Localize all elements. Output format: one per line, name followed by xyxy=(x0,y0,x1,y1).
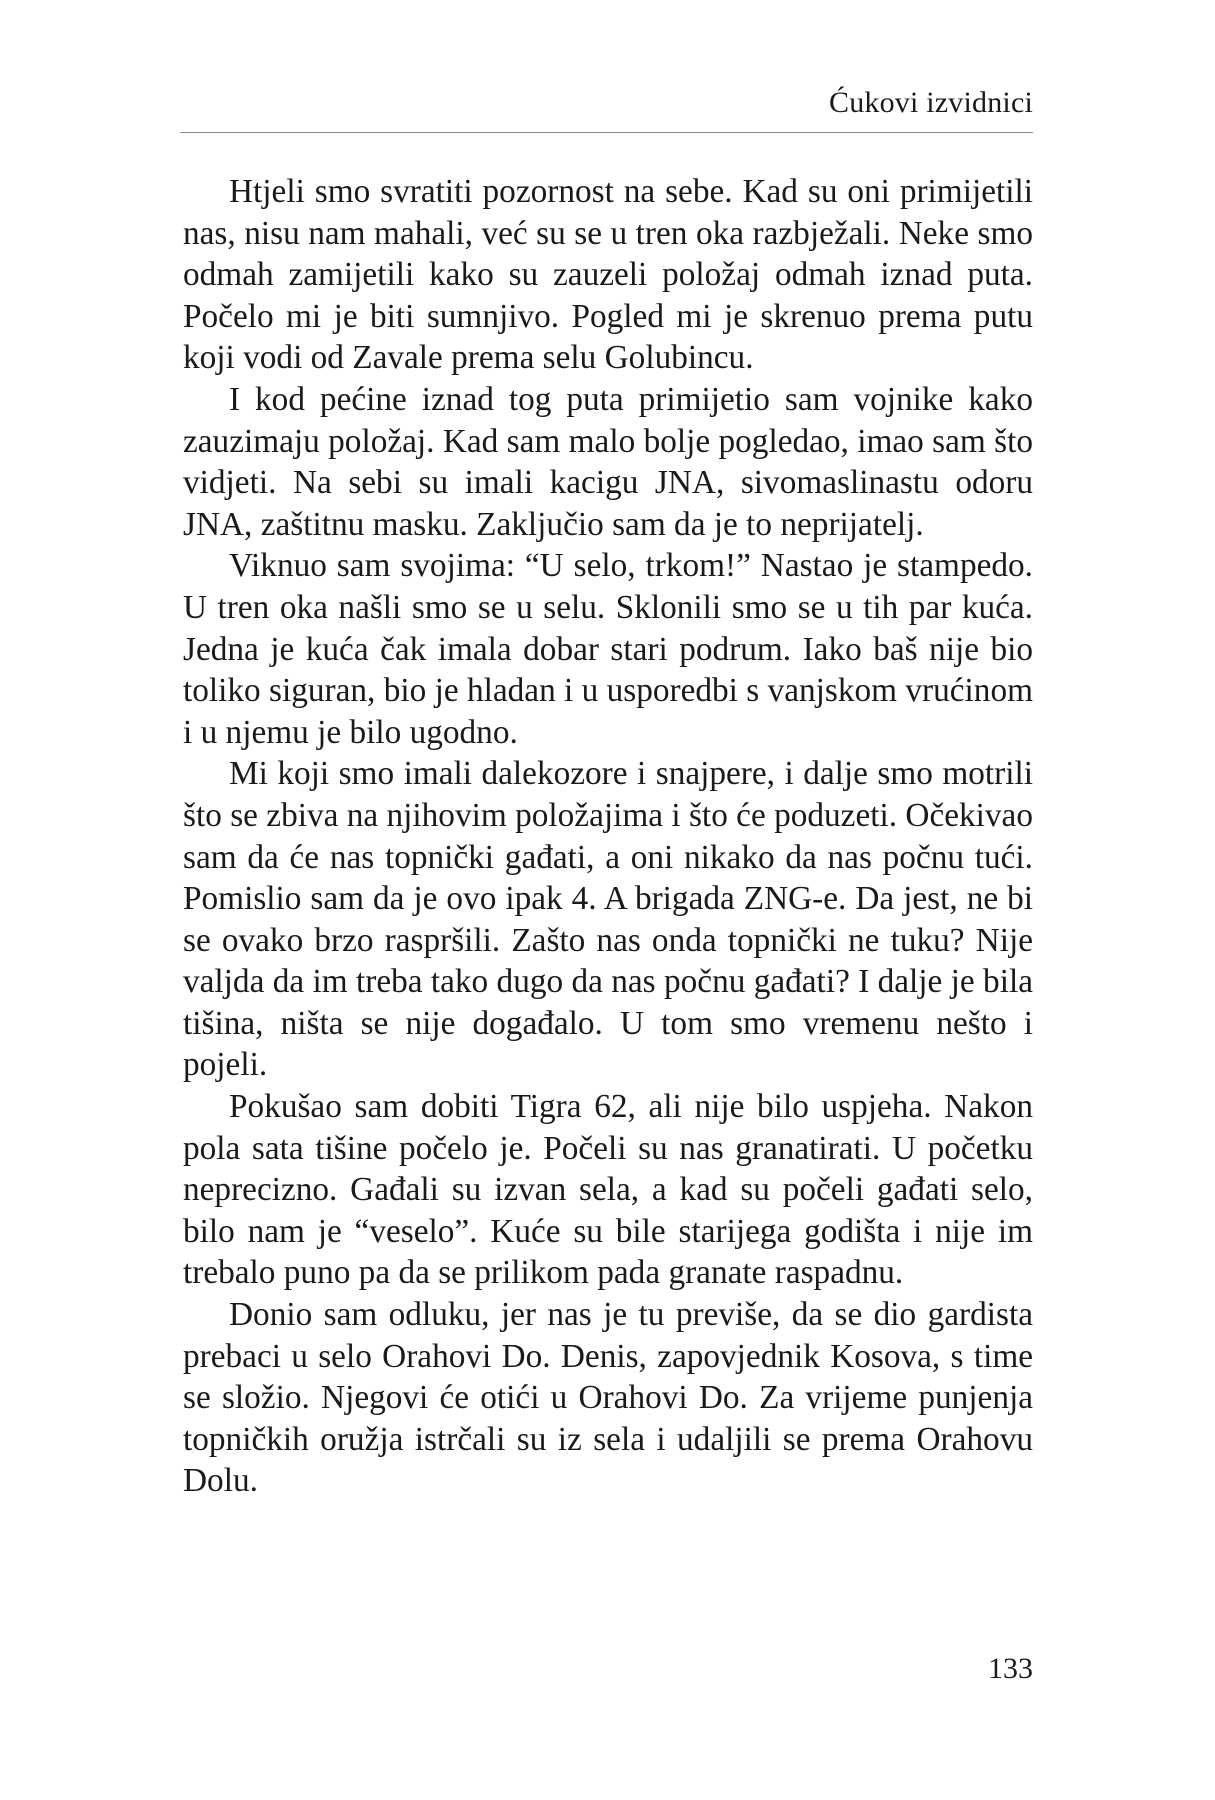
paragraph: Pokušao sam dobiti Tigra 62, ali nije bilo uspjeha. Nakon pola sata tišine počelo je. Počeli su nas granatirati. U početku neprecizno. Gađali su izvan sela, a kad su počeli gađati selo, bilo nam je “veselo”. Kuće su bile starijega godišta i nije im trebalo puno pa da se prilikom pada granate raspadnu. xyxy=(183,1088,1033,1292)
paragraph: I kod pećine iznad tog puta primijetio sam vojnike kako zauzimaju položaj. Kad sam malo bolje pogledao, imao sam što vidjeti. Na sebi su imali kacigu JNA, sivomaslinastu odoru JNA, zaštitnu masku. Zaključio sam da je to neprijatelj. xyxy=(183,380,1033,543)
paragraph: Viknuo sam svojima: “U selo, trkom!” Nastao je stampedo. U tren oka našli smo se u selu. Sklonili smo se u tih par kuća. Jedna je kuća čak imala dobar stari podrum. Iako baš nije bio toliko siguran, bio je hladan i u usporedbi s vanjskom vrućinom i u njemu je bilo ugodno. xyxy=(183,547,1033,751)
page-number: 133 xyxy=(988,1652,1033,1685)
header-rule xyxy=(180,132,1033,133)
paragraph: Donio sam odluku, jer nas je tu previše, da se dio gardista prebaci u selo Orahovi Do. Denis, zapovjednik Kosova, s time se složio. Njegovi će otići u Orahovi Do. Za vrijeme punjenja topničkih oružja istrčali su iz sela i udaljili se prema Orahovu Dolu. xyxy=(183,1296,1033,1500)
paragraph: Mi koji smo imali dalekozore i snajpere, i dalje smo motrili što se zbiva na njihovim položajima i što će poduzeti. Očekivao sam da će nas topnički gađati, a oni nikako da nas počnu tući. Pomislio sam da je ovo ipak 4. A brigada ZNG-e. Da jest, ne bi se ovako brzo raspršili. Zašto nas onda topnički ne tuku? Nije valjda da im treba tako dugo da nas počnu gađati? I dalje je bila tišina, ništa se nije događalo. U tom smo vremenu nešto i pojeli. xyxy=(183,755,1033,1084)
page-body xyxy=(183,171,1033,1502)
paragraph: Htjeli smo svratiti pozornost na sebe. Kad su oni primijetili nas, nisu nam mahali, već su se u tren oka razbježali. Neke smo odmah zamijetili kako su zauzeli položaj odmah iznad puta. Počelo mi je biti sumnjivo. Pogled mi je skrenuo prema putu koji vodi od Zavale prema selu Golubincu. xyxy=(183,173,1033,377)
running-head-title: Ćukovi izvidnici xyxy=(828,86,1033,119)
